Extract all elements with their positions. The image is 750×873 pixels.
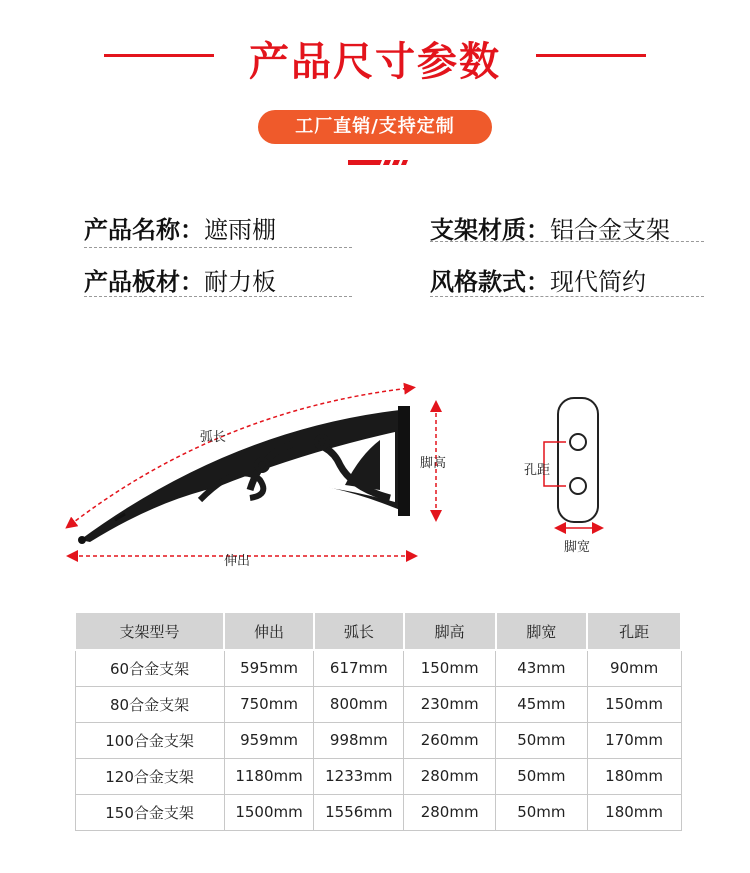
table-cell: 1180mm bbox=[224, 758, 314, 794]
spec-bracket-material-value: 铝合金支架 bbox=[550, 216, 670, 244]
table-cell: 60合金支架 bbox=[75, 650, 224, 686]
extend-label: 伸出 bbox=[224, 554, 251, 569]
spec-product-name-value: 遮雨棚 bbox=[204, 216, 276, 244]
bracket-diagram bbox=[0, 370, 750, 580]
table-row bbox=[75, 794, 681, 830]
column-header: 脚高 bbox=[404, 612, 496, 650]
spec-product-name-key: 产品名称： bbox=[84, 216, 204, 244]
spec-bracket-material-key: 支架材质： bbox=[430, 216, 550, 244]
table-cell: 750mm bbox=[224, 686, 314, 722]
table-cell: 150mm bbox=[587, 686, 681, 722]
table-cell: 180mm bbox=[587, 758, 681, 794]
spec-divider bbox=[430, 296, 704, 297]
spec-style-key: 风格款式： bbox=[430, 268, 550, 296]
arc-label: 弧长 bbox=[200, 430, 227, 445]
table-header-row bbox=[75, 612, 681, 650]
table-cell: 180mm bbox=[587, 794, 681, 830]
table-cell: 280mm bbox=[404, 758, 496, 794]
table-row bbox=[75, 722, 681, 758]
table-row bbox=[75, 758, 681, 794]
spec-style-value: 现代简约 bbox=[550, 268, 646, 296]
table-cell: 1233mm bbox=[314, 758, 404, 794]
spec-divider bbox=[84, 296, 352, 297]
table-cell: 170mm bbox=[587, 722, 681, 758]
subtitle-badge: 工厂直销/支持定制 bbox=[258, 110, 492, 144]
table-cell: 100合金支架 bbox=[75, 722, 224, 758]
table-cell: 230mm bbox=[404, 686, 496, 722]
column-header: 伸出 bbox=[224, 612, 314, 650]
decor-stripes-icon bbox=[348, 160, 408, 165]
page-title: 产品尺寸参数 bbox=[249, 39, 501, 85]
table-cell: 617mm bbox=[314, 650, 404, 686]
table-cell: 43mm bbox=[496, 650, 588, 686]
width-label: 脚宽 bbox=[564, 540, 591, 555]
column-header: 脚宽 bbox=[496, 612, 588, 650]
table-cell: 150mm bbox=[404, 650, 496, 686]
table-cell: 595mm bbox=[224, 650, 314, 686]
table-cell: 50mm bbox=[496, 722, 588, 758]
table-cell: 280mm bbox=[404, 794, 496, 830]
spec-board-material-value: 耐力板 bbox=[204, 268, 276, 296]
table-cell: 1500mm bbox=[224, 794, 314, 830]
table-cell: 959mm bbox=[224, 722, 314, 758]
spec-bracket-material bbox=[430, 210, 670, 245]
spec-divider bbox=[84, 247, 352, 248]
table-cell: 120合金支架 bbox=[75, 758, 224, 794]
height-label: 脚高 bbox=[420, 456, 447, 471]
spec-product-name bbox=[84, 210, 276, 245]
table-cell: 800mm bbox=[314, 686, 404, 722]
table-cell: 1556mm bbox=[314, 794, 404, 830]
table-cell: 260mm bbox=[404, 722, 496, 758]
spec-style bbox=[430, 262, 646, 297]
title-rule-right bbox=[536, 54, 646, 57]
table-cell: 50mm bbox=[496, 794, 588, 830]
foot-plate bbox=[558, 398, 598, 522]
spec-board-material-key: 产品板材： bbox=[84, 268, 204, 296]
table-cell: 45mm bbox=[496, 686, 588, 722]
table-cell: 90mm bbox=[587, 650, 681, 686]
spec-divider bbox=[430, 241, 704, 242]
spec-board-material bbox=[84, 262, 276, 297]
spec-table bbox=[74, 611, 682, 831]
column-header: 弧长 bbox=[314, 612, 404, 650]
column-header: 支架型号 bbox=[75, 612, 224, 650]
table-cell: 50mm bbox=[496, 758, 588, 794]
table-row bbox=[75, 650, 681, 686]
table-cell: 998mm bbox=[314, 722, 404, 758]
title-section bbox=[0, 26, 750, 86]
column-header: 孔距 bbox=[587, 612, 681, 650]
table-row bbox=[75, 686, 681, 722]
table-cell: 80合金支架 bbox=[75, 686, 224, 722]
hole-spacing-label: 孔距 bbox=[524, 463, 551, 478]
table-cell: 150合金支架 bbox=[75, 794, 224, 830]
